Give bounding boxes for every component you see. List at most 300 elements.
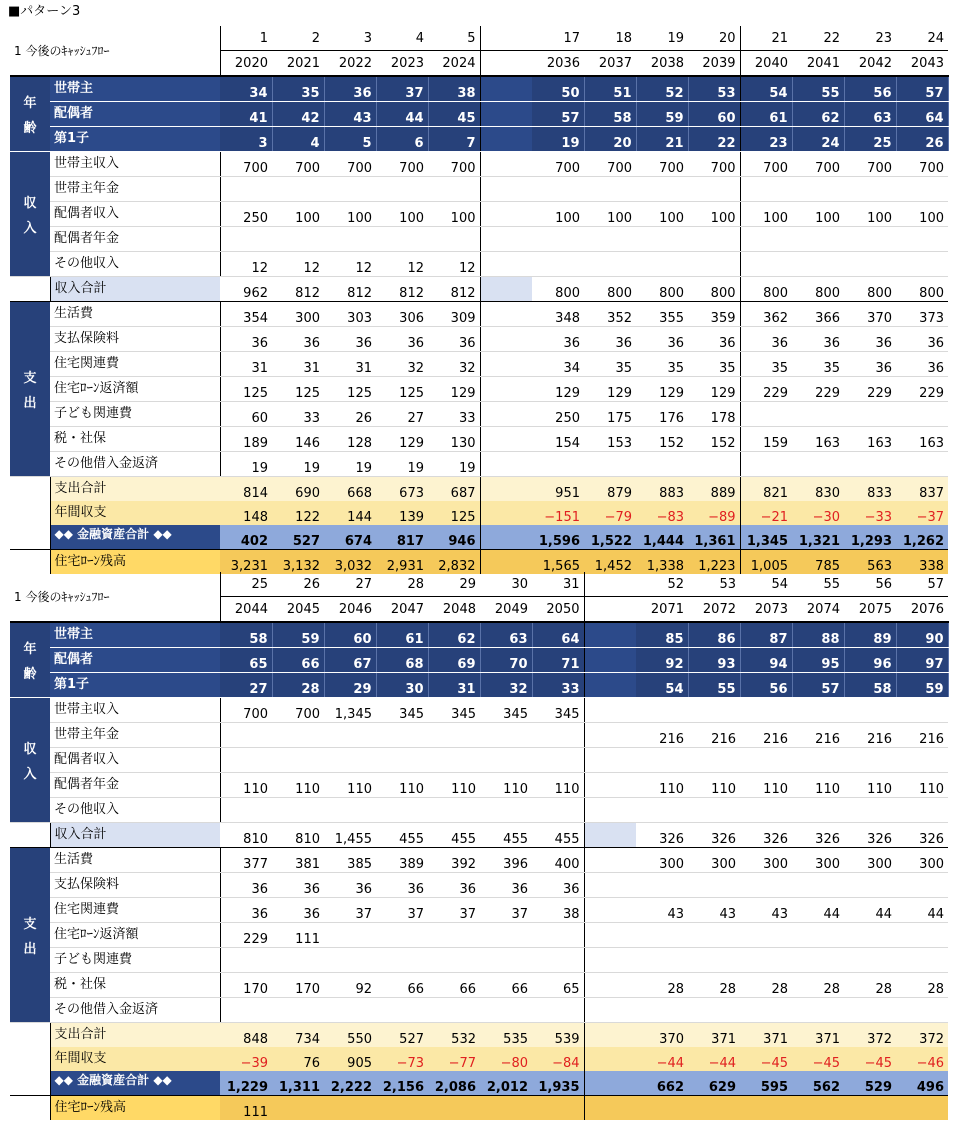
value-cell	[792, 748, 844, 773]
value-cell: 154	[532, 427, 584, 452]
value-cell	[480, 76, 532, 102]
value-cell: 345	[480, 698, 532, 723]
value-cell: 35	[740, 352, 792, 377]
value-cell: 385	[324, 848, 376, 873]
value-cell: 229	[844, 377, 896, 402]
value-cell: 35	[272, 76, 324, 102]
value-cell: 326	[688, 823, 740, 848]
value-cell: 58	[584, 102, 636, 127]
table-row	[10, 127, 948, 152]
value-cell: 43	[740, 898, 792, 923]
value-cell: 36	[220, 873, 272, 898]
value-cell	[532, 1096, 584, 1121]
cashflow-table-1	[10, 26, 949, 574]
value-cell	[376, 227, 428, 252]
value-cell	[480, 748, 532, 773]
table-row	[10, 973, 948, 998]
value-cell: 88	[792, 622, 844, 648]
value-cell: 889	[688, 477, 740, 502]
value-cell	[428, 998, 480, 1023]
value-cell: 529	[844, 1071, 896, 1096]
value-cell: 53	[688, 76, 740, 102]
value-cell: 27	[376, 402, 428, 427]
value-cell	[896, 748, 948, 773]
value-cell: 33	[428, 402, 480, 427]
value-cell: 800	[844, 277, 896, 302]
value-cell: 130	[428, 427, 480, 452]
row-label: 世帯主年金	[50, 723, 220, 748]
value-cell: 3,032	[324, 550, 376, 575]
value-cell: 250	[220, 202, 272, 227]
value-cell: 139	[376, 501, 428, 525]
value-cell: 36	[532, 873, 584, 898]
value-cell: 830	[792, 477, 844, 502]
value-cell: 36	[428, 873, 480, 898]
value-cell: 29	[324, 673, 376, 698]
value-cell: 821	[740, 477, 792, 502]
value-cell: 2,832	[428, 550, 480, 575]
value-cell	[688, 177, 740, 202]
value-cell: 93	[688, 648, 740, 673]
value-cell	[584, 1047, 636, 1071]
period-index: 5	[428, 26, 480, 51]
value-cell: 26	[896, 127, 948, 152]
value-cell	[532, 723, 584, 748]
value-cell	[584, 252, 636, 277]
value-cell: 37	[376, 898, 428, 923]
year-cell	[480, 51, 532, 77]
value-cell	[480, 127, 532, 152]
value-cell: 35	[584, 352, 636, 377]
year-cell: 2074	[792, 597, 844, 623]
value-cell	[844, 998, 896, 1023]
value-cell	[844, 227, 896, 252]
value-cell: 1,345	[740, 525, 792, 550]
value-cell: 700	[688, 152, 740, 177]
year-cell: 2038	[636, 51, 688, 77]
value-cell	[220, 723, 272, 748]
value-cell	[636, 698, 688, 723]
year-cell: 2020	[220, 51, 272, 77]
value-cell: 86	[688, 622, 740, 648]
value-cell: 1,293	[844, 525, 896, 550]
row-label: 生活費	[50, 302, 220, 327]
value-cell: 25	[844, 127, 896, 152]
value-cell	[740, 748, 792, 773]
value-cell: 700	[584, 152, 636, 177]
value-cell	[532, 923, 584, 948]
value-cell	[636, 873, 688, 898]
value-cell: 42	[272, 102, 324, 127]
value-cell: 35	[688, 352, 740, 377]
row-label: 配偶者年金	[50, 227, 220, 252]
value-cell	[636, 1096, 688, 1121]
period-index: 22	[792, 26, 844, 51]
table-row	[10, 1071, 948, 1096]
value-cell: 12	[220, 252, 272, 277]
period-index	[480, 26, 532, 51]
table-row	[10, 898, 948, 923]
value-cell: 833	[844, 477, 896, 502]
row-label: ◆◆ 金融資産合計 ◆◆	[50, 525, 220, 550]
year-cell: 2071	[636, 597, 688, 623]
value-cell: 7	[428, 127, 480, 152]
value-cell: 152	[636, 427, 688, 452]
section-age	[10, 76, 50, 152]
row-label: 収入合計	[50, 823, 220, 848]
value-cell	[584, 698, 636, 723]
table-row	[10, 501, 948, 525]
value-cell: 163	[896, 427, 948, 452]
value-cell: 216	[792, 723, 844, 748]
value-cell: 629	[688, 1071, 740, 1096]
header-row	[10, 572, 948, 597]
value-cell	[636, 948, 688, 973]
value-cell: 110	[324, 773, 376, 798]
value-cell	[272, 798, 324, 823]
value-cell	[376, 177, 428, 202]
value-cell: 381	[272, 848, 324, 873]
section-income	[10, 698, 50, 823]
row-label: 住宅ﾛｰﾝ残高	[50, 550, 220, 575]
row-label: 世帯主収入	[50, 698, 220, 723]
value-cell: 19	[272, 452, 324, 477]
value-cell: 700	[272, 152, 324, 177]
period-index: 53	[688, 572, 740, 597]
row-label: 生活費	[50, 848, 220, 873]
value-cell: 1,361	[688, 525, 740, 550]
value-cell: 153	[584, 427, 636, 452]
value-cell: 28	[688, 973, 740, 998]
value-cell: 300	[740, 848, 792, 873]
value-cell: 455	[376, 823, 428, 848]
value-cell: 690	[272, 477, 324, 502]
value-cell: 345	[428, 698, 480, 723]
value-cell: 12	[376, 252, 428, 277]
value-cell	[896, 252, 948, 277]
value-cell: 1,452	[584, 550, 636, 575]
value-cell: 1,262	[896, 525, 948, 550]
value-cell: 36	[324, 327, 376, 352]
value-cell	[584, 773, 636, 798]
value-cell: 535	[480, 1023, 532, 1048]
value-cell: 216	[896, 723, 948, 748]
period-index	[584, 572, 636, 597]
value-cell: 700	[844, 152, 896, 177]
value-cell: 814	[220, 477, 272, 502]
value-cell: 216	[636, 723, 688, 748]
value-cell: 170	[220, 973, 272, 998]
period-index: 21	[740, 26, 792, 51]
section-char: 年	[23, 96, 37, 111]
section-char: 入	[23, 221, 37, 236]
value-cell: 326	[896, 823, 948, 848]
value-cell	[792, 402, 844, 427]
value-cell: 700	[376, 152, 428, 177]
value-cell: −33	[844, 501, 896, 525]
value-cell: 95	[792, 648, 844, 673]
value-cell	[480, 427, 532, 452]
year-cell: 2047	[376, 597, 428, 623]
table-row	[10, 798, 948, 823]
value-cell: 24	[792, 127, 844, 152]
value-cell: 3	[220, 127, 272, 152]
row-label: 年間収支	[50, 501, 220, 525]
value-cell: 700	[896, 152, 948, 177]
value-cell: 31	[272, 352, 324, 377]
value-cell: 22	[688, 127, 740, 152]
value-cell	[480, 302, 532, 327]
value-cell	[324, 798, 376, 823]
value-cell: 377	[220, 848, 272, 873]
value-cell	[480, 477, 532, 502]
value-cell	[792, 698, 844, 723]
section-expense	[10, 848, 50, 1023]
value-cell: 5	[324, 127, 376, 152]
value-cell	[584, 1096, 636, 1121]
value-cell	[376, 1096, 428, 1121]
value-cell: 354	[220, 302, 272, 327]
value-cell	[480, 377, 532, 402]
value-cell: 455	[428, 823, 480, 848]
value-cell	[740, 402, 792, 427]
value-cell	[688, 452, 740, 477]
value-cell: 1,321	[792, 525, 844, 550]
value-cell: 2,086	[428, 1071, 480, 1096]
year-cell: 2043	[896, 51, 948, 77]
value-cell: 66	[480, 973, 532, 998]
value-cell	[428, 227, 480, 252]
value-cell	[688, 998, 740, 1023]
value-cell: 60	[220, 402, 272, 427]
header-row	[10, 26, 948, 51]
year-cell: 2021	[272, 51, 324, 77]
value-cell	[480, 277, 532, 302]
value-cell: 355	[636, 302, 688, 327]
year-cell: 2072	[688, 597, 740, 623]
value-cell	[896, 698, 948, 723]
value-cell	[740, 1096, 792, 1121]
value-cell	[844, 798, 896, 823]
value-cell: 229	[896, 377, 948, 402]
value-cell: 44	[844, 898, 896, 923]
blank-cell	[10, 1096, 50, 1121]
value-cell	[636, 748, 688, 773]
value-cell: −46	[896, 1047, 948, 1071]
value-cell	[896, 873, 948, 898]
row-label: 配偶者	[50, 102, 220, 127]
value-cell: 800	[584, 277, 636, 302]
value-cell: 57	[792, 673, 844, 698]
value-cell	[220, 748, 272, 773]
value-cell: 668	[324, 477, 376, 502]
value-cell: 455	[532, 823, 584, 848]
row-label: 配偶者年金	[50, 773, 220, 798]
value-cell	[844, 748, 896, 773]
table-row	[10, 477, 948, 502]
value-cell: 3,231	[220, 550, 272, 575]
value-cell: 371	[688, 1023, 740, 1048]
value-cell: 100	[584, 202, 636, 227]
value-cell	[792, 873, 844, 898]
value-cell: 812	[428, 277, 480, 302]
value-cell	[740, 177, 792, 202]
value-cell	[896, 177, 948, 202]
value-cell: 216	[688, 723, 740, 748]
period-index: 28	[376, 572, 428, 597]
value-cell: −44	[688, 1047, 740, 1071]
year-cell: 2075	[844, 597, 896, 623]
value-cell: 700	[532, 152, 584, 177]
value-cell: 125	[220, 377, 272, 402]
value-cell: −39	[220, 1047, 272, 1071]
value-cell: −37	[896, 501, 948, 525]
value-cell: 326	[740, 823, 792, 848]
value-cell	[428, 798, 480, 823]
value-cell	[896, 798, 948, 823]
value-cell: 110	[220, 773, 272, 798]
value-cell: 837	[896, 477, 948, 502]
value-cell	[636, 227, 688, 252]
value-cell	[324, 1096, 376, 1121]
year-cell: 2024	[428, 51, 480, 77]
value-cell: 496	[896, 1071, 948, 1096]
value-cell: 70	[480, 648, 532, 673]
value-cell: 700	[792, 152, 844, 177]
value-cell	[376, 723, 428, 748]
value-cell: 800	[740, 277, 792, 302]
value-cell: 687	[428, 477, 480, 502]
year-cell: 2073	[740, 597, 792, 623]
row-label: 収入合計	[50, 277, 220, 302]
value-cell	[584, 673, 636, 698]
value-cell: 54	[740, 76, 792, 102]
value-cell	[792, 177, 844, 202]
value-cell: 28	[896, 973, 948, 998]
value-cell: 60	[688, 102, 740, 127]
value-cell	[532, 798, 584, 823]
value-cell: 129	[532, 377, 584, 402]
period-index: 18	[584, 26, 636, 51]
value-cell	[584, 748, 636, 773]
value-cell: 34	[220, 76, 272, 102]
value-cell	[324, 177, 376, 202]
value-cell: 64	[896, 102, 948, 127]
value-cell: 562	[792, 1071, 844, 1096]
value-cell	[480, 723, 532, 748]
table-row	[10, 277, 948, 302]
value-cell	[792, 252, 844, 277]
value-cell	[584, 1071, 636, 1096]
value-cell: 100	[428, 202, 480, 227]
table-row	[10, 352, 948, 377]
value-cell: 59	[636, 102, 688, 127]
year-cell: 2036	[532, 51, 584, 77]
value-cell: 36	[688, 327, 740, 352]
value-cell: 229	[740, 377, 792, 402]
value-cell: 100	[376, 202, 428, 227]
value-cell: 96	[844, 648, 896, 673]
value-cell: 1,455	[324, 823, 376, 848]
value-cell	[532, 252, 584, 277]
value-cell: 37	[428, 898, 480, 923]
value-cell: 110	[844, 773, 896, 798]
value-cell: −79	[584, 501, 636, 525]
value-cell: 36	[896, 327, 948, 352]
value-cell: 674	[324, 525, 376, 550]
section-age	[10, 622, 50, 698]
blank-cell	[10, 501, 50, 525]
value-cell	[740, 452, 792, 477]
value-cell	[844, 1096, 896, 1121]
value-cell	[428, 948, 480, 973]
value-cell: 402	[220, 525, 272, 550]
year-cell: 2044	[220, 597, 272, 623]
value-cell: 57	[532, 102, 584, 127]
value-cell: 3,132	[272, 550, 324, 575]
value-cell: 51	[584, 76, 636, 102]
value-cell: 700	[220, 152, 272, 177]
value-cell	[324, 723, 376, 748]
value-cell: 800	[636, 277, 688, 302]
row-label: ◆◆ 金融資産合計 ◆◆	[50, 1071, 220, 1096]
value-cell: 100	[324, 202, 376, 227]
value-cell: 36	[220, 898, 272, 923]
value-cell	[584, 948, 636, 973]
value-cell: 372	[844, 1023, 896, 1048]
value-cell: 31	[324, 352, 376, 377]
value-cell: 129	[636, 377, 688, 402]
table-row	[10, 525, 948, 550]
value-cell	[220, 227, 272, 252]
value-cell: 65	[220, 648, 272, 673]
section-char: 年	[23, 642, 37, 657]
value-cell	[376, 948, 428, 973]
value-cell	[584, 452, 636, 477]
value-cell: 36	[272, 898, 324, 923]
value-cell: 326	[636, 823, 688, 848]
value-cell	[220, 177, 272, 202]
row-label: 第1子	[50, 673, 220, 698]
value-cell: 178	[688, 402, 740, 427]
value-cell	[584, 873, 636, 898]
table-row	[10, 1023, 948, 1048]
value-cell: 175	[584, 402, 636, 427]
blank-cell	[10, 550, 50, 575]
value-cell: 36	[428, 327, 480, 352]
value-cell: 45	[428, 102, 480, 127]
row-label: 支出合計	[50, 1023, 220, 1048]
value-cell: 66	[376, 973, 428, 998]
value-cell: 951	[532, 477, 584, 502]
value-cell	[480, 948, 532, 973]
value-cell: 68	[376, 648, 428, 673]
value-cell	[792, 1096, 844, 1121]
value-cell	[792, 923, 844, 948]
value-cell: 800	[792, 277, 844, 302]
value-cell: 455	[480, 823, 532, 848]
value-cell: 19	[220, 452, 272, 477]
section-char: 収	[23, 196, 37, 211]
value-cell	[532, 452, 584, 477]
value-cell: 36	[636, 327, 688, 352]
value-cell	[272, 177, 324, 202]
value-cell: 338	[896, 550, 948, 575]
value-cell	[844, 948, 896, 973]
value-cell: 44	[896, 898, 948, 923]
value-cell: 36	[220, 327, 272, 352]
value-cell: 962	[220, 277, 272, 302]
